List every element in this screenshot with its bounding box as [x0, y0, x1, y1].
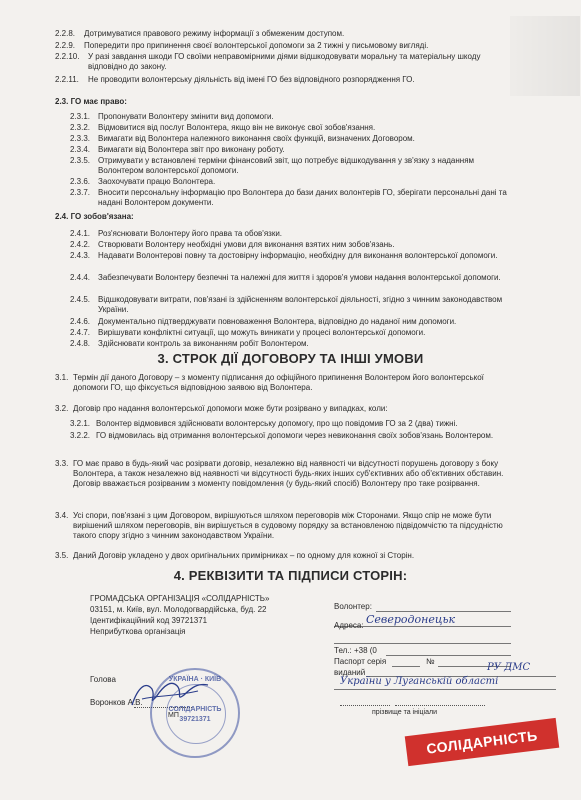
issued-value-1: РУ ДМС [487, 662, 531, 673]
volunteer-signature-line [340, 705, 390, 706]
org-address: 03151, м. Київ, вул. Молодогвардійська, буд. 22 [90, 605, 267, 614]
clause-2-3-6: 2.3.6. Заохочувати працю Волонтера. [70, 177, 216, 186]
clause-2-3-2: 2.3.2. Відмовитися від послуг Волонтера, якщо він не виконує свої зобов'язання. [70, 123, 376, 132]
clause-3-2: 3.2. Договір про надання волонтерської допомоги може бути розірвано у випадках, коли: [55, 404, 388, 413]
passport-series-line [392, 666, 420, 667]
clause-2-4-8: 2.4.8. Здійснювати контроль за виконанням робіт Волонтером. [70, 339, 309, 348]
section-3-heading: 3. СТРОК ДІЇ ДОГОВОРУ ТА ІНШІ УМОВИ [157, 351, 424, 366]
clause-3-2-1: 3.2.1. Волонтер відмовився здійснювати волонтерську допомогу, про що повідомив ГО за 2 (два) тижні. [70, 419, 458, 428]
address-value: Северодонецьк [366, 613, 456, 626]
bleed-through-shadow [510, 16, 580, 96]
org-type: Неприбуткова організація [90, 627, 186, 636]
tel-label: Тел.: +38 (0 [334, 646, 377, 655]
passport-no-label: № [426, 657, 435, 666]
volunteer-name-line [395, 705, 485, 706]
clause-2-3-5: 2.3.5. Отримувати у встановлені терміни фінансовий звіт, що потребує відшкодування у зв'язку з наданням Волонтером волонтерської допомоги. [70, 156, 475, 175]
clause-3-3: 3.3. ГО має право в будь-який час розірвати договір, незалежно від наявності чи відсутності порушень договору з боку Волонтера, а також незалежно від наявності чи відсутності будь-яких інших суб'єктивних або об'єктивних обставин. Договір вважається розірваним з моменту повідомлення (у будь-який спосіб) Волонтеру про таке розірвання. [55, 459, 504, 488]
volunteer-line [376, 611, 511, 612]
org-code: Ідентифікаційний код 39721371 [90, 616, 208, 625]
section-4-heading: 4. РЕКВІЗИТИ ТА ПІДПИСИ СТОРІН: [173, 568, 408, 583]
clause-3-4: 3.4. Усі спори, пов'язані з цим Договором, вирішуються шляхом переговорів між Сторонами. Якщо спір не може бути вирішений шляхом переговорів, він вирішується в судовому порядку за встановленою підвідомчістю та підсудністю такого спору згідно з чинним законодавством України. [55, 511, 503, 540]
clause-2-4-2: 2.4.2. Створювати Волонтеру необхідні умови для виконання взятих ним зобов'язань. [70, 240, 395, 249]
head-label: Голова [90, 675, 116, 684]
clause-2-4-7: 2.4.7. Вирішувати конфліктні ситуації, що можуть виникати у процесі волонтерської допомоги. [70, 328, 426, 337]
clause-3-2-2: 3.2.2. ГО відмовилась від отримання волонтерської допомоги через невиконання своїх зобов'язань Волонтером. [70, 431, 494, 440]
clause-3-1: 3.1. Термін дії даного Договору – з моменту підписання до офіційного припинення Волонтером його волонтерської допомоги ГО, що фіксується відповідною заявою від Волонтера. [55, 373, 484, 392]
clause-2-3-1: 2.3.1. Пропонувати Волонтеру змінити вид допомоги. [70, 112, 274, 121]
stamp-inner-ring [166, 684, 226, 744]
section-2-3-title: 2.3. ГО має право: [55, 97, 127, 106]
clause-2-3-7: 2.3.7. Вносити персональну інформацію про Волонтера до бази даних волонтерів ГО, зберігати персональні дані та надані Волонтером документи. [70, 188, 507, 207]
clause-2-4-5: 2.4.5. Відшкодовувати витрати, пов'язані із здійсненням волонтерської діяльності, згідно з чинним законодавством України. [70, 295, 503, 314]
clause-2-4-3: 2.4.3. Надавати Волонтерові повну та достовірну інформацію, необхідну для виконання волонтерської допомоги. [70, 251, 498, 260]
issued-line-2 [334, 689, 556, 690]
clause-2-3-4: 2.3.4. Вимагати від Волонтера звіт про виконану роботу. [70, 145, 285, 154]
address-label: Адреса: [334, 621, 364, 630]
signature-caption: прізвище та ініціали [372, 709, 437, 716]
clause-2-2-8: 2.2.8. Дотримуватися правового режиму інформації з обмеженим доступом. [55, 29, 345, 38]
clause-2-3-3: 2.3.3. Вимагати від Волонтера належного виконання своїх функцій, визначених Договором. [70, 134, 415, 143]
organization-stamp: УКРАЇНА · КИЇВ СОЛІДАРНІСТЬ 39721371 [150, 668, 240, 758]
tel-line [386, 655, 511, 656]
mp-label: МП [168, 712, 179, 719]
address-line-2 [334, 643, 511, 644]
clause-2-4-6: 2.4.6. Документально підтверджувати повноваження Волонтера, відповідно до наданої ним допомоги. [70, 317, 457, 326]
clause-3-5: 3.5. Даний Договір укладено у двох оригінальних примірниках – по одному для кожної зі Сторін. [55, 551, 415, 560]
clause-2-2-10: 2.2.10. У разі завдання шкоди ГО своїми неправомірними діями відшкодовувати моральну та матеріальну шкоду відповідно до закону. [55, 52, 481, 71]
section-2-4-title: 2.4. ГО зобов'язана: [55, 212, 134, 221]
clause-2-4-4: 2.4.4. Забезпечувати Волонтеру безпечні та належні для життя і здоров'я умови надання волонтерської допомоги. [70, 273, 501, 282]
passport-label: Паспорт серія [334, 657, 387, 666]
volunteer-label: Волонтер: [334, 602, 372, 611]
clause-2-4-1: 2.4.1. Роз'яснювати Волонтеру його права та обов'язки. [70, 229, 283, 238]
clause-2-2-9: 2.2.9. Попередити про припинення своєї волонтерської допомоги за 2 тижні у письмовому вигляді. [55, 41, 429, 50]
org-name: ГРОМАДСЬКА ОРГАНІЗАЦІЯ «СОЛІДАРНІСТЬ» [90, 594, 270, 603]
head-name: Воронков А.В. [90, 698, 143, 707]
solidarnist-logo: СОЛІДАРНІСТЬ [405, 718, 560, 766]
issued-label: виданий [334, 668, 366, 677]
issued-value-2: України у Луганській області [340, 676, 499, 687]
clause-2-2-11: 2.2.11. Не проводити волонтерську діяльність від імені ГО без відповідного розпорядження ГО. [55, 75, 415, 84]
